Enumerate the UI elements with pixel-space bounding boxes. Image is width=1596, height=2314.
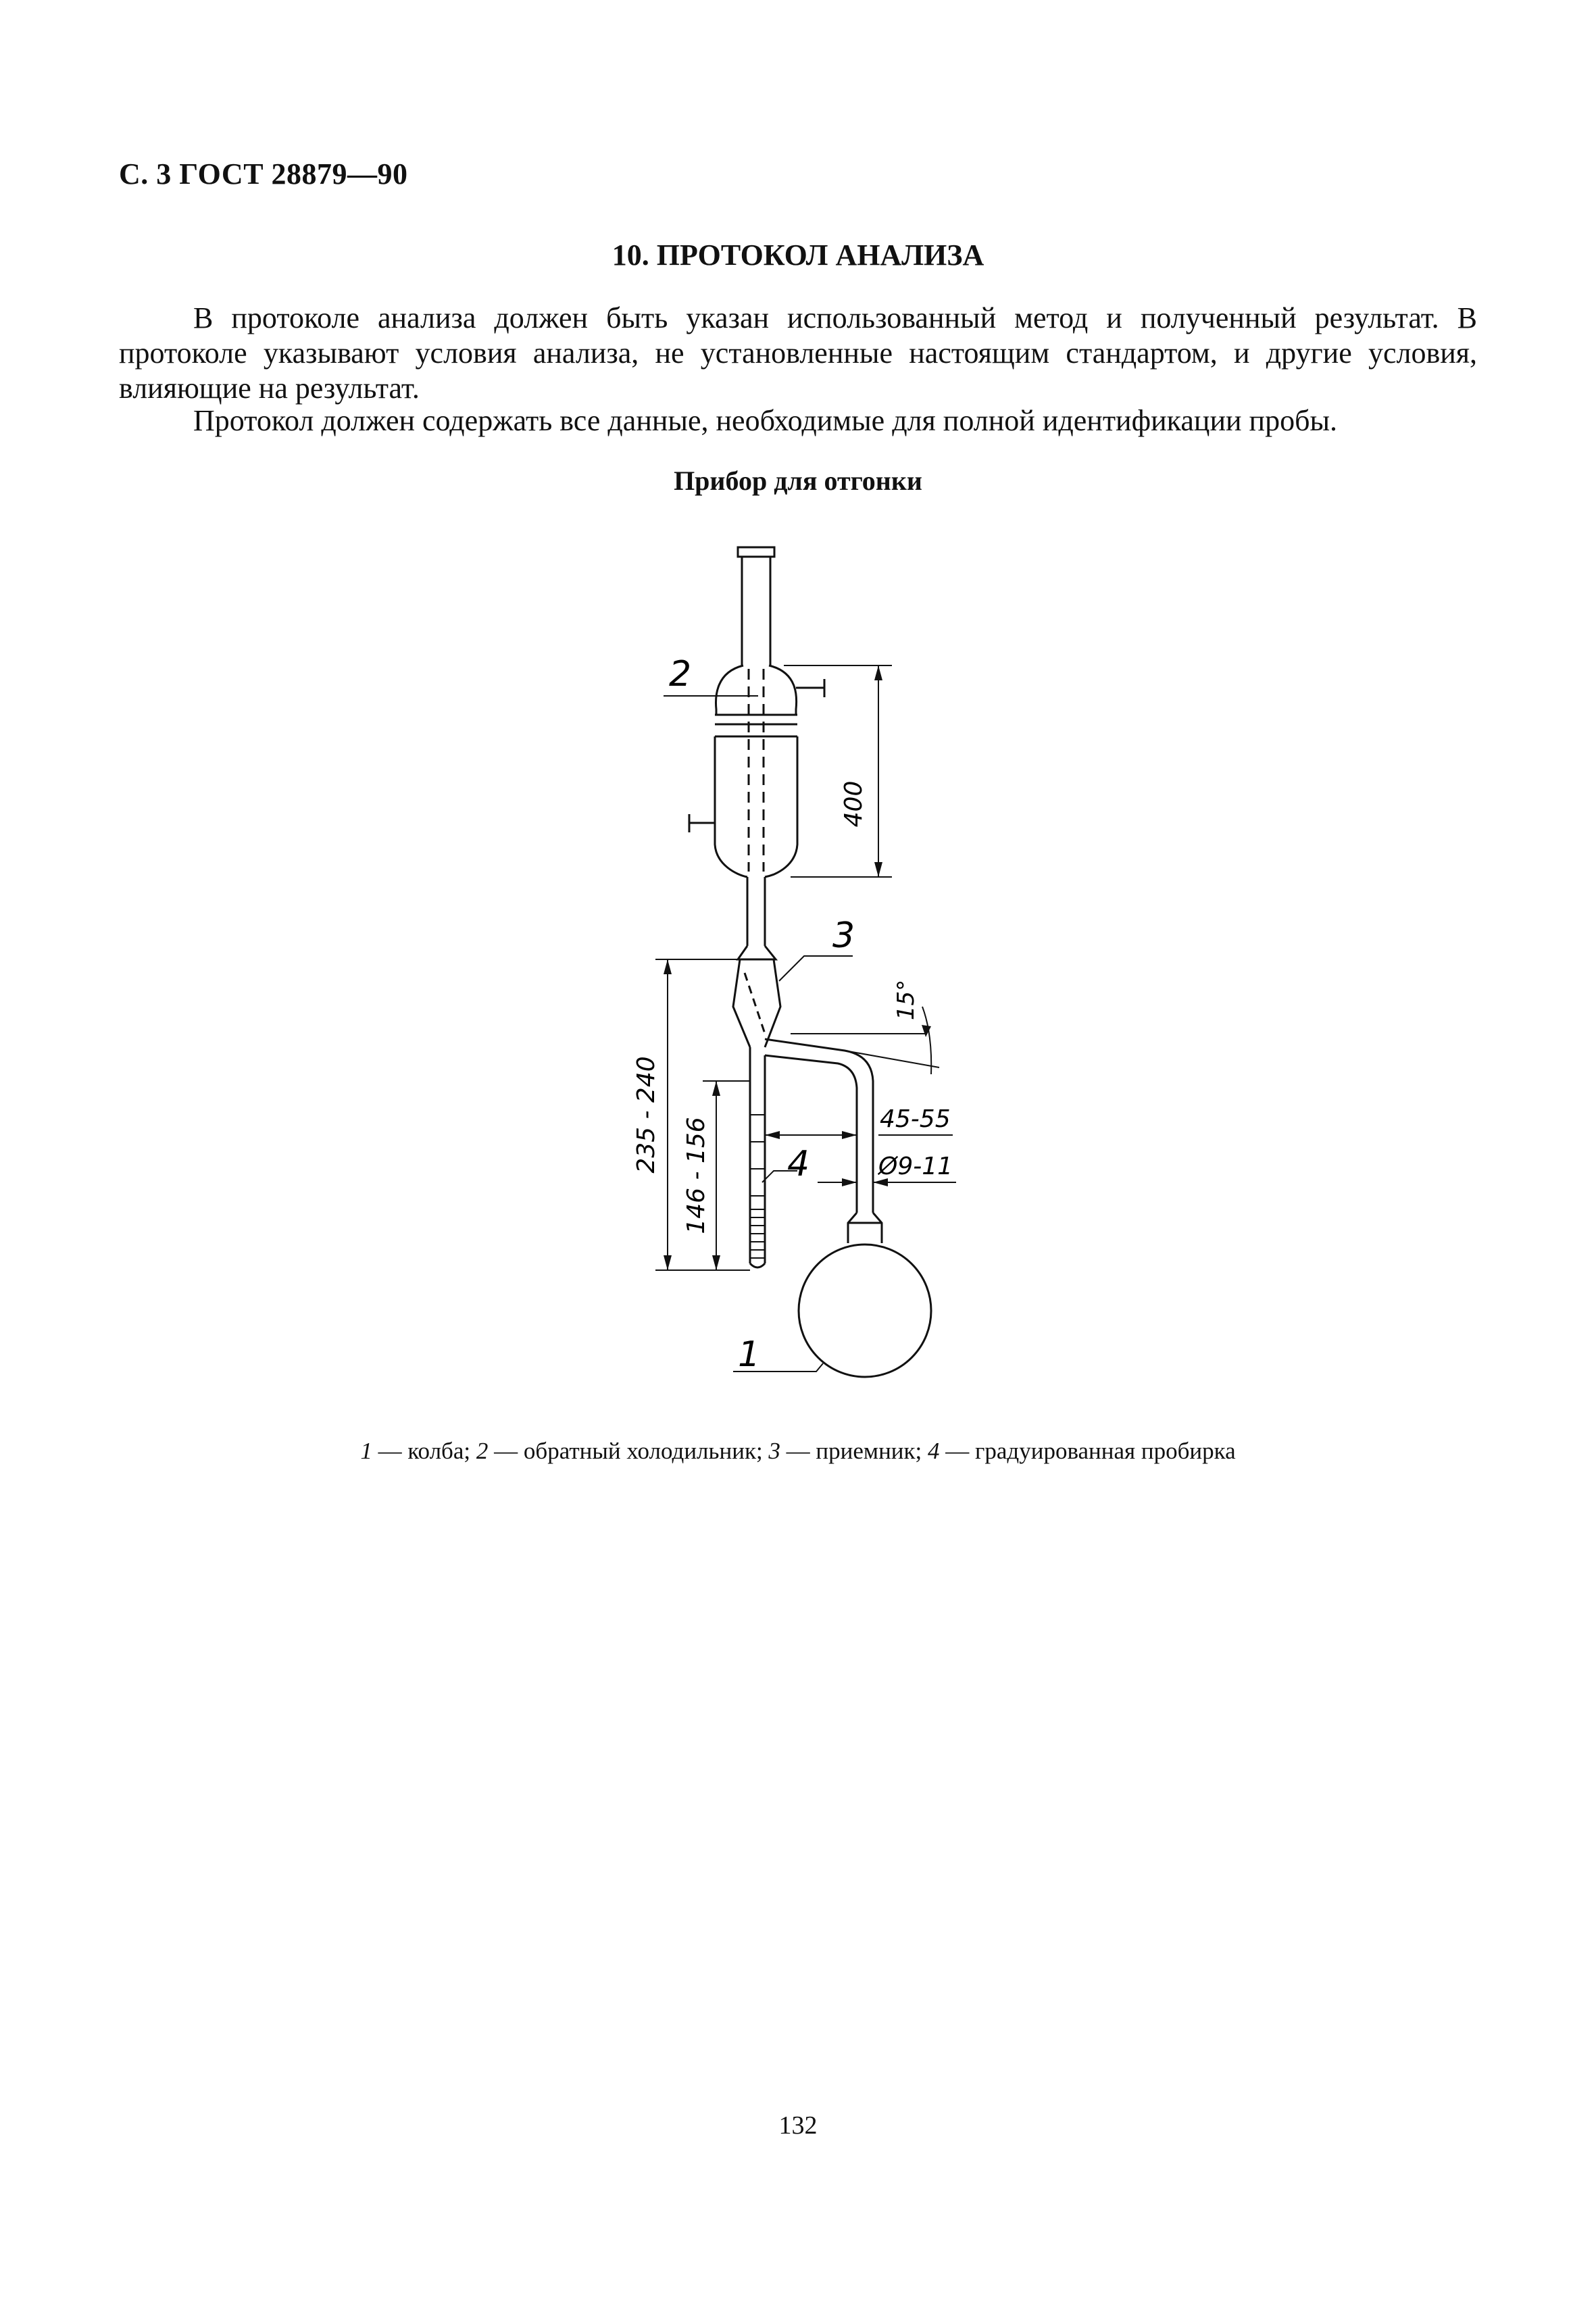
receiver-inner [745, 973, 765, 1034]
condenser-inner-tube [749, 669, 764, 872]
water-outlet-tube [796, 679, 824, 697]
apparatus-figure [588, 534, 1007, 1409]
water-inlet-tube [689, 814, 715, 832]
condenser-upper-jacket [716, 665, 796, 715]
distillation-apparatus-drawing [588, 534, 1007, 1405]
dimension-235-240: 235 - 240 [632, 1056, 660, 1174]
dimension-9-11: Ø9-11 [878, 1153, 953, 1180]
flask-bulb [799, 1244, 931, 1377]
angle-15: 15° [893, 979, 920, 1021]
leader-3 [779, 956, 853, 981]
page-header: С. 3 ГОСТ 28879—90 [119, 157, 408, 191]
label-1: 1 [738, 1334, 761, 1375]
label-4: 4 [787, 1144, 810, 1184]
dimension-400-lines [784, 665, 892, 877]
caption-number: 2 [476, 1438, 489, 1464]
label-2: 2 [669, 654, 692, 695]
receiver-side-arm [765, 1039, 873, 1213]
paragraph: Протокол должен содержать все данные, необходимые для полной идентификации пробы. [193, 404, 1338, 437]
receiver-top [738, 946, 776, 959]
caption-text: — приемник; [780, 1438, 928, 1464]
caption-number: 1 [360, 1438, 372, 1464]
caption-text: — градуированная пробирка [939, 1438, 1236, 1464]
jacket-joint [715, 724, 797, 736]
caption-number: 3 [768, 1438, 780, 1464]
caption-text: — колба; [372, 1438, 476, 1464]
section-title: 10. ПРОТОКОЛ АНАЛИЗА [612, 238, 984, 272]
condenser-lower-jacket [715, 736, 797, 877]
graduation-marks [750, 1115, 765, 1196]
angle-lines [791, 1034, 939, 1067]
dimension-45-55: 45-55 [880, 1105, 951, 1133]
figure-caption [0, 1438, 1596, 1465]
condenser-stem [747, 877, 765, 946]
flask-joint [848, 1213, 882, 1243]
label-3: 3 [832, 915, 855, 956]
condenser-top-tube [742, 557, 770, 665]
dimension-146-156: 146 - 156 [682, 1117, 710, 1234]
dimension-400: 400 [840, 780, 868, 828]
caption-number: 4 [928, 1438, 940, 1464]
paragraph: В протоколе анализа должен быть указан использованный метод и полученный результат. В протоколе указывают условия анализа, не установленные настоящим стандартом, и другие условия, влияющие на результат. [119, 301, 1477, 405]
receiver-cone [733, 959, 780, 1047]
graduated-tube [750, 1047, 765, 1267]
tube-rim [738, 547, 774, 557]
figure-title: Прибор для отгонки [674, 466, 922, 496]
graduation-marks [750, 1209, 765, 1258]
caption-text: — обратный холодильник; [488, 1438, 769, 1464]
page-number: 132 [778, 2111, 818, 2140]
